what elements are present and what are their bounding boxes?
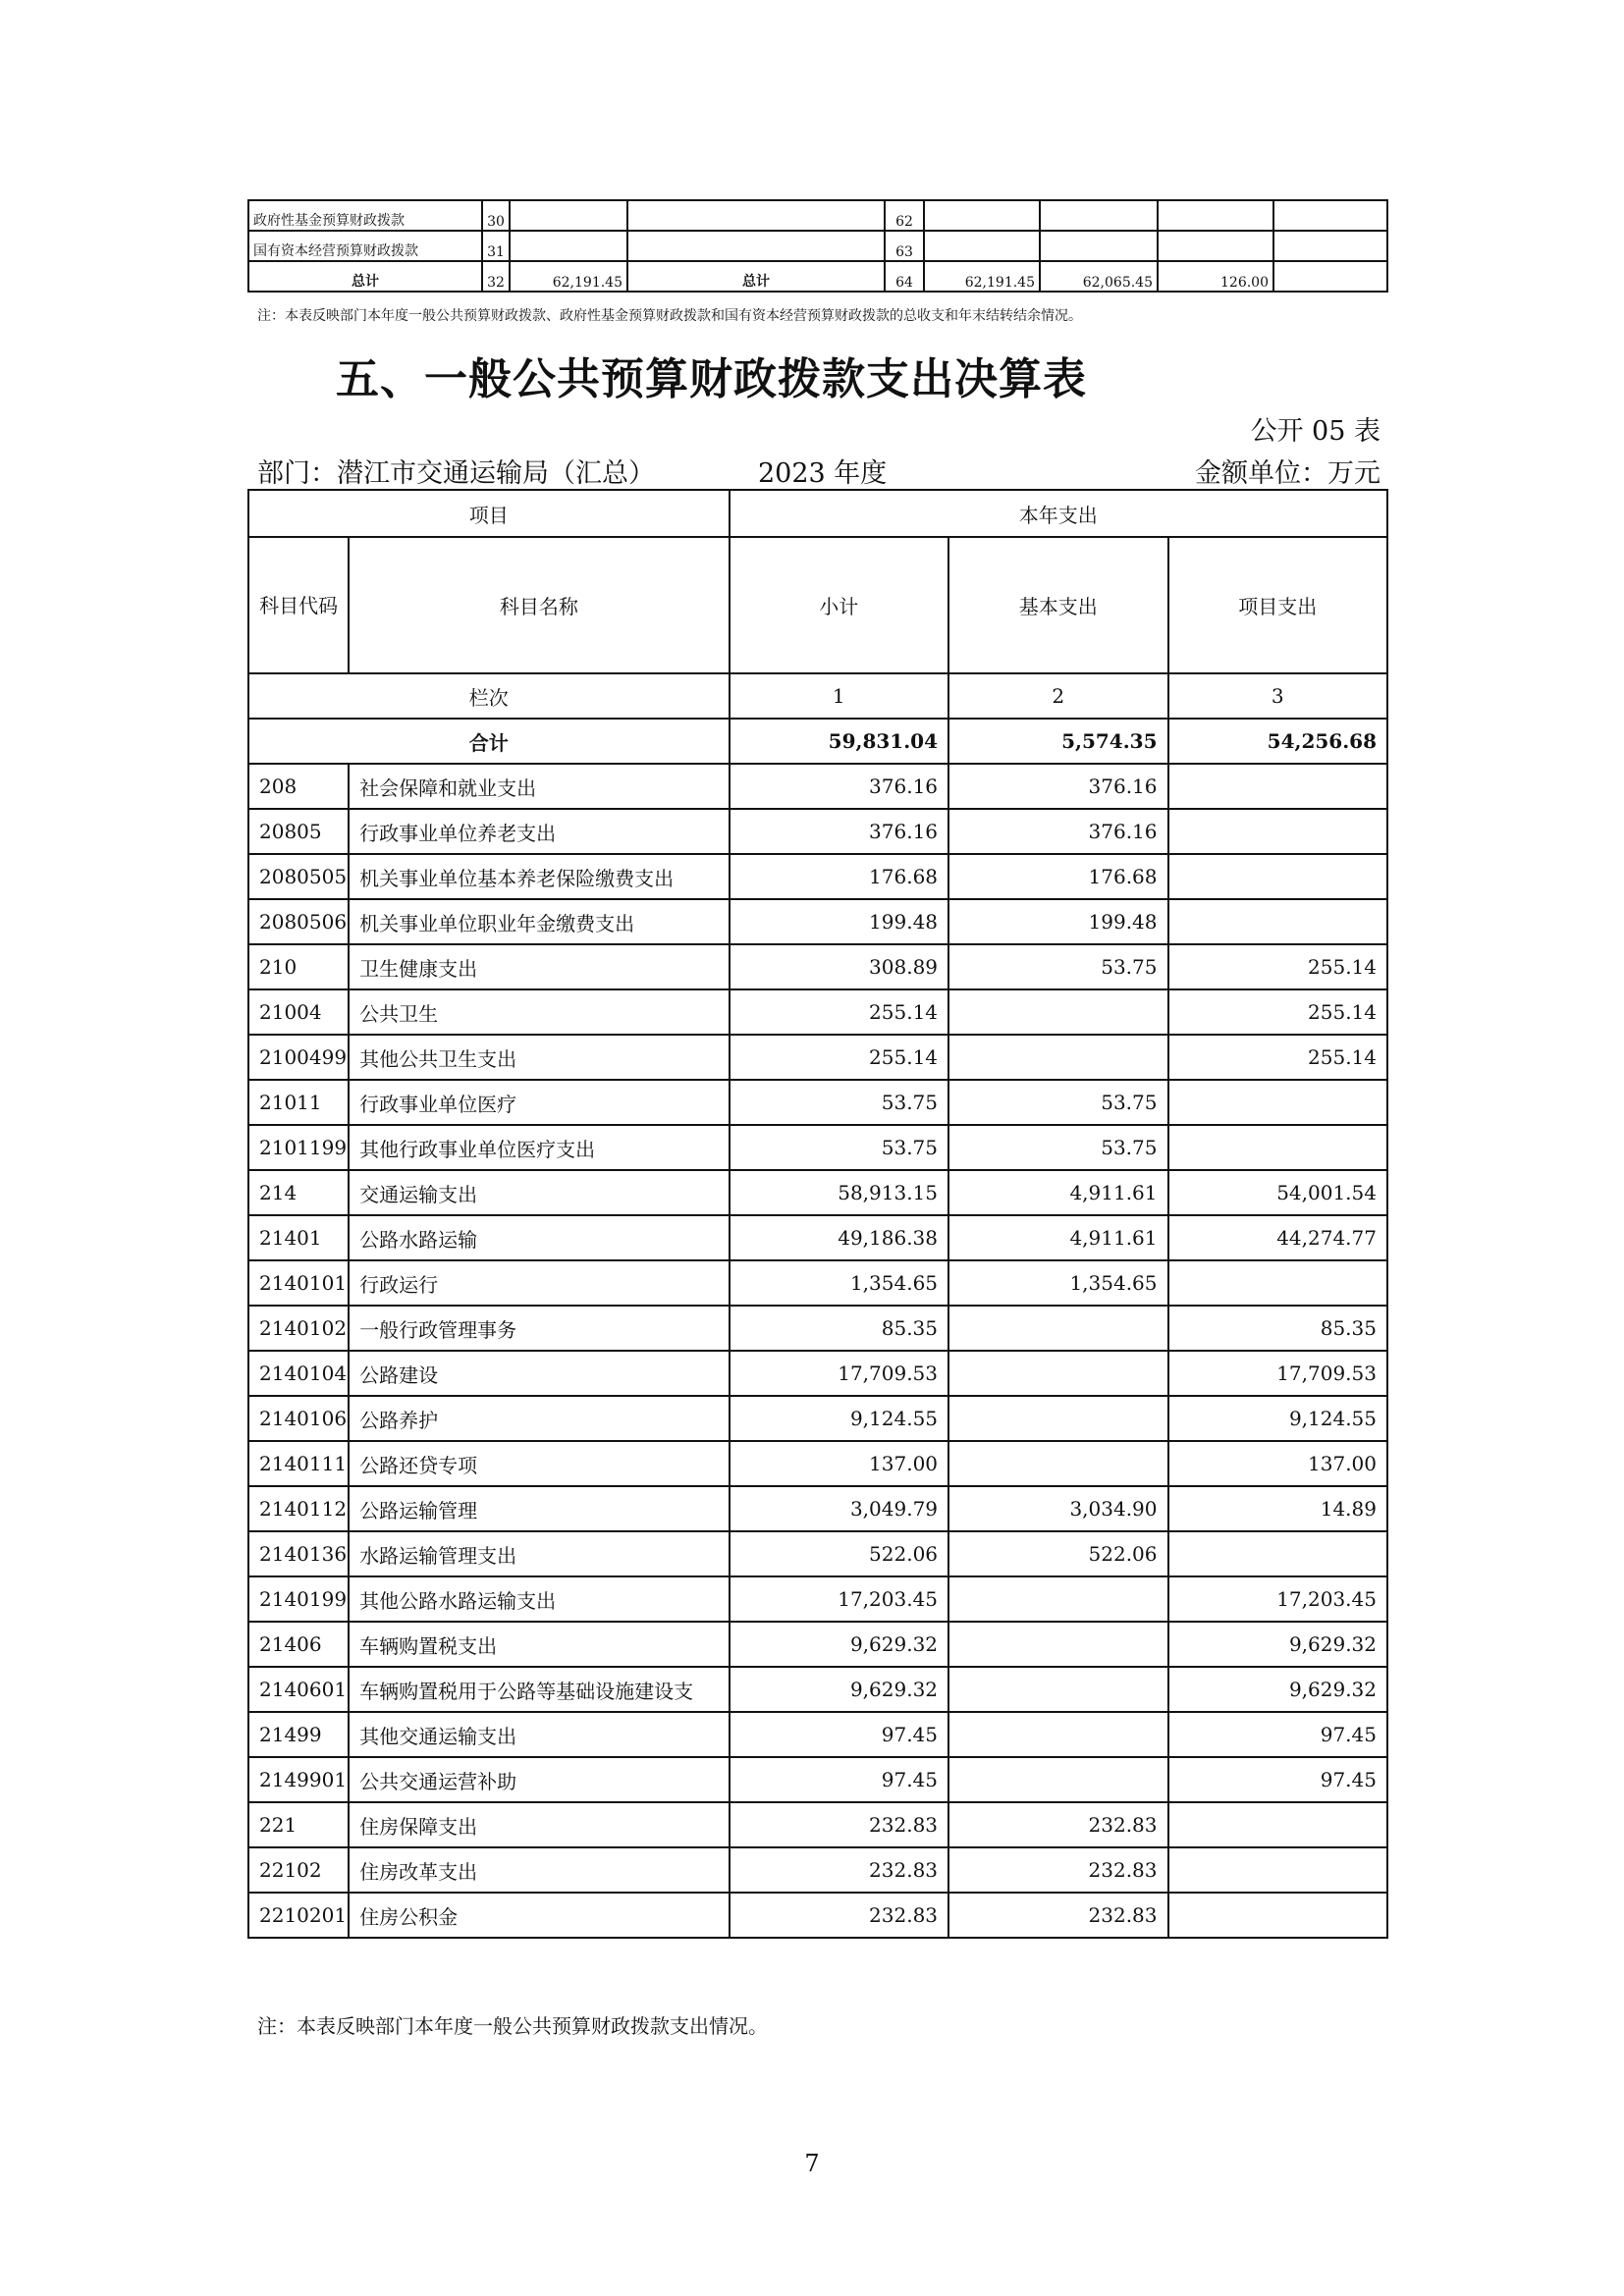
cell-name: 车辆购置税支出 xyxy=(349,1622,729,1667)
cell-basic: 376.16 xyxy=(948,809,1167,854)
cell-project: 85.35 xyxy=(1168,1306,1388,1351)
total-basic: 5,574.35 xyxy=(948,719,1167,764)
previous-cell-c2 xyxy=(1040,200,1158,231)
cell-code: 2101199 xyxy=(248,1125,349,1170)
cell-name: 行政运行 xyxy=(349,1260,729,1306)
cell-project: 97.45 xyxy=(1168,1712,1388,1757)
previous-table-note: 注：本表反映部门本年度一般公共预算财政拨款、政府性基金预算财政拨款和国有资本经营预算财政拨款的总收支和年末结转结余情况。 xyxy=(257,308,1082,324)
cell-code: 214 xyxy=(248,1170,349,1215)
table-row xyxy=(248,1125,1387,1170)
cell-project: 9,124.55 xyxy=(1168,1396,1388,1441)
column-index-1: 1 xyxy=(730,673,948,719)
cell-subtotal: 17,203.45 xyxy=(730,1576,948,1622)
cell-basic: 3,034.90 xyxy=(948,1486,1167,1531)
cell-project xyxy=(1168,764,1388,809)
column-index-label: 栏次 xyxy=(248,673,730,719)
cell-basic xyxy=(948,989,1167,1035)
previous-cell-c1 xyxy=(924,231,1040,261)
expenditure-table xyxy=(247,489,1388,1939)
table-row xyxy=(248,1035,1387,1080)
cell-code: 2140601 xyxy=(248,1667,349,1712)
table-row xyxy=(248,989,1387,1035)
cell-name: 行政事业单位养老支出 xyxy=(349,809,729,854)
cell-name: 公路水路运输 xyxy=(349,1215,729,1260)
total-label: 合计 xyxy=(248,719,730,764)
table-row xyxy=(248,1757,1387,1802)
previous-cell-c3 xyxy=(1158,200,1273,231)
cell-code: 2080506 xyxy=(248,899,349,944)
cell-basic: 199.48 xyxy=(948,899,1167,944)
total-project: 54,256.68 xyxy=(1168,719,1388,764)
cell-project xyxy=(1168,899,1388,944)
cell-project: 17,709.53 xyxy=(1168,1351,1388,1396)
cell-project: 9,629.32 xyxy=(1168,1622,1388,1667)
cell-project: 137.00 xyxy=(1168,1441,1388,1486)
cell-basic: 232.83 xyxy=(948,1893,1167,1938)
previous-cell-right-no: 62 xyxy=(885,200,924,231)
table-row xyxy=(248,1847,1387,1893)
previous-cell-c2 xyxy=(1040,231,1158,261)
previous-cell-left-val: 62,191.45 xyxy=(510,261,627,292)
table-row xyxy=(248,1531,1387,1576)
cell-code: 2140102 xyxy=(248,1306,349,1351)
previous-cell-c1 xyxy=(924,200,1040,231)
cell-subtotal: 232.83 xyxy=(730,1893,948,1938)
header-project-expense: 项目支出 xyxy=(1168,537,1388,673)
previous-cell-left-val xyxy=(510,200,627,231)
cell-basic xyxy=(948,1306,1167,1351)
cell-project xyxy=(1168,1260,1388,1306)
cell-subtotal: 9,629.32 xyxy=(730,1667,948,1712)
cell-name: 社会保障和就业支出 xyxy=(349,764,729,809)
cell-name: 卫生健康支出 xyxy=(349,944,729,989)
cell-subtotal: 85.35 xyxy=(730,1306,948,1351)
table-row xyxy=(248,1396,1387,1441)
total-subtotal: 59,831.04 xyxy=(730,719,948,764)
previous-cell-c3 xyxy=(1158,231,1273,261)
cell-subtotal: 308.89 xyxy=(730,944,948,989)
cell-project: 17,203.45 xyxy=(1168,1576,1388,1622)
cell-subtotal: 3,049.79 xyxy=(730,1486,948,1531)
department-label: 部门：潜江市交通运输局（汇总） xyxy=(257,458,655,489)
cell-name: 其他交通运输支出 xyxy=(349,1712,729,1757)
cell-basic: 4,911.61 xyxy=(948,1170,1167,1215)
table-row xyxy=(248,1170,1387,1215)
meta-row xyxy=(257,452,1380,489)
cell-basic: 53.75 xyxy=(948,1125,1167,1170)
previous-cell-left-no: 31 xyxy=(482,231,510,261)
previous-table-row xyxy=(248,231,1387,261)
header-basic: 基本支出 xyxy=(948,537,1167,673)
cell-code: 2140136 xyxy=(248,1531,349,1576)
previous-cell-left-val xyxy=(510,231,627,261)
cell-basic: 232.83 xyxy=(948,1802,1167,1847)
cell-basic xyxy=(948,1351,1167,1396)
cell-name: 住房保障支出 xyxy=(349,1802,729,1847)
cell-project xyxy=(1168,1080,1388,1125)
cell-project xyxy=(1168,1847,1388,1893)
cell-name: 行政事业单位医疗 xyxy=(349,1080,729,1125)
cell-subtotal: 232.83 xyxy=(730,1847,948,1893)
cell-code: 208 xyxy=(248,764,349,809)
cell-project: 54,001.54 xyxy=(1168,1170,1388,1215)
cell-code: 2140199 xyxy=(248,1576,349,1622)
cell-code: 2140106 xyxy=(248,1396,349,1441)
previous-cell-left-no: 32 xyxy=(482,261,510,292)
previous-cell-right-label xyxy=(627,231,885,261)
table-row xyxy=(248,1080,1387,1125)
cell-name: 水路运输管理支出 xyxy=(349,1531,729,1576)
cell-basic xyxy=(948,1757,1167,1802)
table-row xyxy=(248,1802,1387,1847)
cell-subtotal: 58,913.15 xyxy=(730,1170,948,1215)
amount-unit: 金额单位：万元 xyxy=(1195,458,1380,489)
cell-name: 车辆购置税用于公路等基础设施建设支 xyxy=(349,1667,729,1712)
cell-subtotal: 97.45 xyxy=(730,1757,948,1802)
table-row xyxy=(248,944,1387,989)
cell-basic xyxy=(948,1396,1167,1441)
cell-project: 9,629.32 xyxy=(1168,1667,1388,1712)
previous-cell-left-label: 总计 xyxy=(248,261,482,292)
cell-project: 255.14 xyxy=(1168,989,1388,1035)
cell-name: 公共卫生 xyxy=(349,989,729,1035)
total-row xyxy=(248,719,1387,764)
previous-cell-left-no: 30 xyxy=(482,200,510,231)
cell-basic: 1,354.65 xyxy=(948,1260,1167,1306)
cell-project xyxy=(1168,809,1388,854)
previous-cell-left-label: 政府性基金预算财政拨款 xyxy=(248,200,482,231)
cell-project xyxy=(1168,854,1388,899)
column-index-3: 3 xyxy=(1168,673,1388,719)
table-row xyxy=(248,1260,1387,1306)
previous-cell-right-label: 总计 xyxy=(627,261,885,292)
cell-code: 2140111 xyxy=(248,1441,349,1486)
header-subtotal: 小计 xyxy=(730,537,948,673)
column-index-row xyxy=(248,673,1387,719)
previous-table-fragment xyxy=(247,199,1388,293)
cell-name: 公共交通运营补助 xyxy=(349,1757,729,1802)
cell-code: 22102 xyxy=(248,1847,349,1893)
cell-basic xyxy=(948,1441,1167,1486)
cell-project: 14.89 xyxy=(1168,1486,1388,1531)
previous-cell-c4 xyxy=(1273,200,1387,231)
cell-code: 2210201 xyxy=(248,1893,349,1938)
cell-project: 255.14 xyxy=(1168,944,1388,989)
cell-subtotal: 255.14 xyxy=(730,989,948,1035)
cell-subtotal: 232.83 xyxy=(730,1802,948,1847)
cell-name: 公路运输管理 xyxy=(349,1486,729,1531)
cell-project: 44,274.77 xyxy=(1168,1215,1388,1260)
table-row xyxy=(248,809,1387,854)
cell-project xyxy=(1168,1802,1388,1847)
cell-subtotal: 376.16 xyxy=(730,764,948,809)
previous-table-body xyxy=(248,200,1387,292)
cell-project: 97.45 xyxy=(1168,1757,1388,1802)
cell-code: 2140112 xyxy=(248,1486,349,1531)
cell-subtotal: 53.75 xyxy=(730,1125,948,1170)
cell-code: 21499 xyxy=(248,1712,349,1757)
form-number: 公开 05 表 xyxy=(1250,416,1380,447)
cell-subtotal: 176.68 xyxy=(730,854,948,899)
cell-code: 21011 xyxy=(248,1080,349,1125)
cell-name: 公路还贷专项 xyxy=(349,1441,729,1486)
cell-basic xyxy=(948,1576,1167,1622)
cell-code: 2149901 xyxy=(248,1757,349,1802)
cell-code: 20805 xyxy=(248,809,349,854)
cell-basic: 522.06 xyxy=(948,1531,1167,1576)
expenditure-table-body xyxy=(248,490,1387,1938)
table-row xyxy=(248,764,1387,809)
cell-name: 交通运输支出 xyxy=(349,1170,729,1215)
page-title: 五、一般公共预算财政拨款支出决算表 xyxy=(336,354,1087,404)
table-row xyxy=(248,1622,1387,1667)
cell-subtotal: 376.16 xyxy=(730,809,948,854)
cell-name: 其他公路水路运输支出 xyxy=(349,1576,729,1622)
table-row xyxy=(248,1306,1387,1351)
cell-project xyxy=(1168,1893,1388,1938)
table-row xyxy=(248,854,1387,899)
cell-basic xyxy=(948,1035,1167,1080)
previous-cell-c4 xyxy=(1273,261,1387,292)
previous-table-row xyxy=(248,261,1387,292)
cell-subtotal: 199.48 xyxy=(730,899,948,944)
table-row xyxy=(248,1215,1387,1260)
header-project: 项目 xyxy=(248,490,730,537)
cell-name: 其他公共卫生支出 xyxy=(349,1035,729,1080)
header-code: 科目代码 xyxy=(248,537,349,673)
cell-project xyxy=(1168,1125,1388,1170)
cell-subtotal: 137.00 xyxy=(730,1441,948,1486)
table-row xyxy=(248,1351,1387,1396)
cell-name: 住房公积金 xyxy=(349,1893,729,1938)
cell-basic: 53.75 xyxy=(948,944,1167,989)
table-note: 注：本表反映部门本年度一般公共预算财政拨款支出情况。 xyxy=(257,2014,768,2038)
cell-name: 住房改革支出 xyxy=(349,1847,729,1893)
cell-code: 2100499 xyxy=(248,1035,349,1080)
cell-code: 210 xyxy=(248,944,349,989)
previous-cell-right-label xyxy=(627,200,885,231)
cell-subtotal: 97.45 xyxy=(730,1712,948,1757)
table-row xyxy=(248,1712,1387,1757)
cell-code: 2140104 xyxy=(248,1351,349,1396)
table-row xyxy=(248,1576,1387,1622)
cell-name: 一般行政管理事务 xyxy=(349,1306,729,1351)
cell-name: 公路建设 xyxy=(349,1351,729,1396)
page-number: 7 xyxy=(804,2150,820,2177)
cell-code: 2140101 xyxy=(248,1260,349,1306)
cell-basic xyxy=(948,1622,1167,1667)
cell-name: 其他行政事业单位医疗支出 xyxy=(349,1125,729,1170)
cell-basic xyxy=(948,1712,1167,1757)
cell-code: 2080505 xyxy=(248,854,349,899)
cell-basic xyxy=(948,1667,1167,1712)
cell-name: 机关事业单位职业年金缴费支出 xyxy=(349,899,729,944)
cell-subtotal: 49,186.38 xyxy=(730,1215,948,1260)
cell-code: 221 xyxy=(248,1802,349,1847)
previous-cell-right-no: 64 xyxy=(885,261,924,292)
previous-table-row xyxy=(248,200,1387,231)
fiscal-year: 2023 年度 xyxy=(758,458,888,489)
cell-basic: 376.16 xyxy=(948,764,1167,809)
cell-name: 机关事业单位基本养老保险缴费支出 xyxy=(349,854,729,899)
previous-cell-right-no: 63 xyxy=(885,231,924,261)
cell-basic: 232.83 xyxy=(948,1847,1167,1893)
previous-cell-c3: 126.00 xyxy=(1158,261,1273,292)
cell-subtotal: 522.06 xyxy=(730,1531,948,1576)
cell-code: 21406 xyxy=(248,1622,349,1667)
cell-code: 21401 xyxy=(248,1215,349,1260)
column-index-2: 2 xyxy=(948,673,1167,719)
header-name: 科目名称 xyxy=(349,537,729,673)
previous-cell-left-label: 国有资本经营预算财政拨款 xyxy=(248,231,482,261)
table-row xyxy=(248,1667,1387,1712)
cell-subtotal: 1,354.65 xyxy=(730,1260,948,1306)
cell-subtotal: 53.75 xyxy=(730,1080,948,1125)
cell-name: 公路养护 xyxy=(349,1396,729,1441)
table-row xyxy=(248,1486,1387,1531)
cell-subtotal: 9,124.55 xyxy=(730,1396,948,1441)
cell-subtotal: 9,629.32 xyxy=(730,1622,948,1667)
cell-project xyxy=(1168,1531,1388,1576)
cell-subtotal: 17,709.53 xyxy=(730,1351,948,1396)
previous-cell-c4 xyxy=(1273,231,1387,261)
cell-basic: 4,911.61 xyxy=(948,1215,1167,1260)
table-row xyxy=(248,1893,1387,1938)
cell-code: 21004 xyxy=(248,989,349,1035)
header-current-year-expense: 本年支出 xyxy=(730,490,1387,537)
cell-project: 255.14 xyxy=(1168,1035,1388,1080)
previous-cell-c2: 62,065.45 xyxy=(1040,261,1158,292)
header-row-2 xyxy=(248,537,1387,673)
table-row xyxy=(248,899,1387,944)
cell-subtotal: 255.14 xyxy=(730,1035,948,1080)
table-row xyxy=(248,1441,1387,1486)
cell-basic: 53.75 xyxy=(948,1080,1167,1125)
header-row-1 xyxy=(248,490,1387,537)
previous-cell-c1: 62,191.45 xyxy=(924,261,1040,292)
cell-basic: 176.68 xyxy=(948,854,1167,899)
